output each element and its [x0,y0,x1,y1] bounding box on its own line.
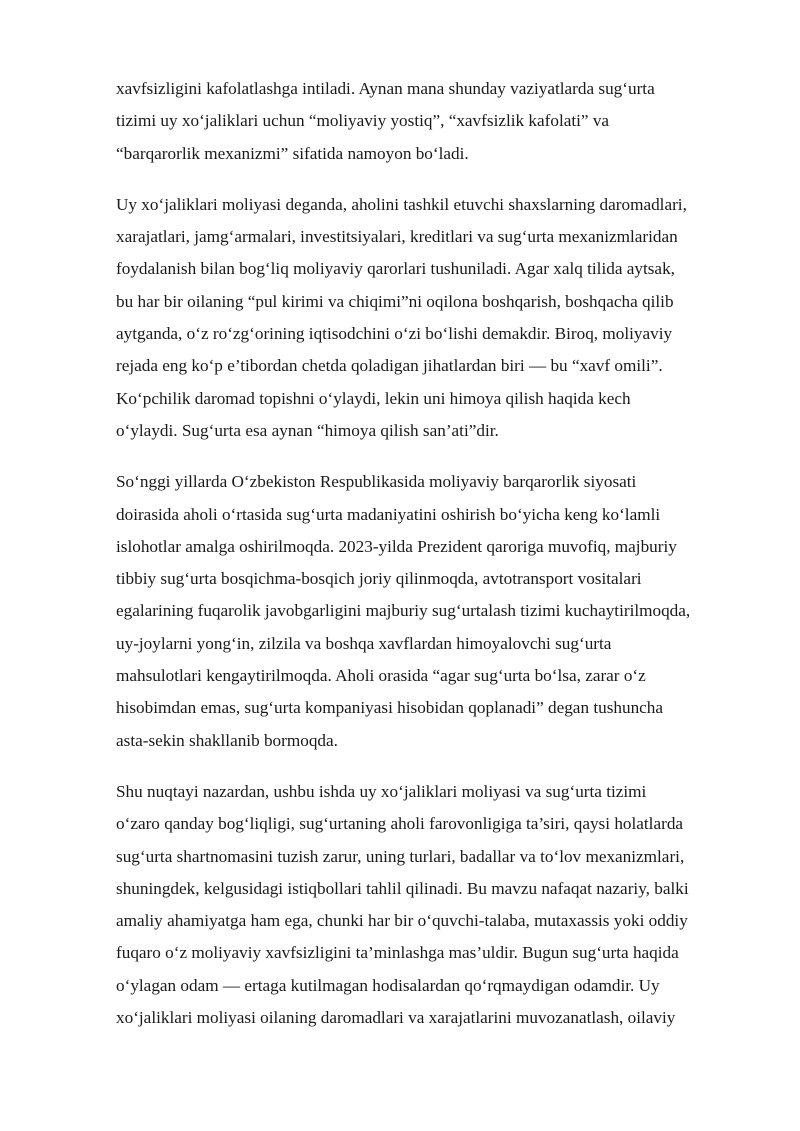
text-line: bu har bir oilaning “pul kirimi va chiqimi”ni oqilona boshqarish, boshqacha qilib [116,291,674,311]
text-line: aytganda, o‘z ro‘zg‘orining iqtisodchini o‘zi bo‘lishi demakdir. Biroq, moliyaviy [116,324,673,344]
text-line: doirasida aholi o‘rtasida sug‘urta madaniyatini oshirish bo‘yicha keng ko‘lamli [116,504,661,524]
text-line: xavfsizligini kafolatlashga intiladi. Aynan mana shunday vaziyatlarda sug‘urta [116,79,655,98]
text-line: Uy xo‘jaliklari moliyasi deganda, aholini tashkil etuvchi shaxslarning daromadlari, [116,194,687,214]
text-line: “barqarorlik mexanizmi” sifatida namoyon bo‘ladi. [116,143,469,163]
text-line: xarajatlari, jamg‘armalari, investitsiyalari, kreditlari va sug‘urta mexanizmlaridan [116,227,678,247]
paragraph-1 [116,73,736,170]
text-line: tibbiy sug‘urta bosqichma-bosqich joriy qilinmoqda, avtotransport vositalari [116,569,642,589]
paragraph-3 [116,466,736,757]
text-line: sug‘urta shartnomasini tuzish zarur, uning turlari, badallar va to‘lov mexanizmlari, [116,846,685,866]
text-line: foydalanish bilan bog‘liq moliyaviy qarorlari tushuniladi. Agar xalq tilida aytsak, [116,259,675,279]
text-line: o‘ylagan odam — ertaga kutilmagan hodisalardan qo‘rqmaydigan odamdir. Uy [116,975,660,995]
text-line: shuningdek, kelgusidagi istiqbollari tahlil qilinadi. Bu mavzu nafaqat nazariy, balki [116,878,689,898]
text-line: tizimi uy xo‘jaliklari uchun “moliyaviy yostiq”, “xavfsizlik kafolati” va [116,111,610,131]
text-line: mahsulotlari kengaytirilmoqda. Aholi orasida “agar sug‘urta bo‘lsa, zarar o‘z [116,666,646,686]
text-line: rejada eng ko‘p e’tibordan chetda qoladigan jihatlardan biri — bu “xavf omili”. [116,356,663,376]
text-line: egalarining fuqarolik javobgarligini majburiy sug‘urtalash tizimi kuchaytirilmoqda, [116,601,691,621]
text-line: Ko‘pchilik daromad topishni o‘ylaydi, lekin uni himoya qilish haqida kech [116,388,631,408]
text-line: amaliy ahamiyatga ham ega, chunki har bir o‘quvchi-talaba, mutaxassis yoki oddiy [116,911,688,931]
paragraph-2 [116,189,736,447]
text-line: So‘nggi yillarda O‘zbekiston Respublikasida moliyaviy barqarorlik siyosati [116,472,637,492]
text-line: islohotlar amalga oshirilmoqda. 2023-yilda Prezident qaroriga muvofiq, majburiy [116,536,677,556]
text-line: o‘ylaydi. Sug‘urta esa aynan “himoya qilish san’ati”dir. [116,420,499,440]
text-line: xo‘jaliklari moliyasi oilaning daromadlari va xarajatlarini muvozanatlash, oilaviy [116,1008,676,1028]
text-line: fuqaro o‘z moliyaviy xavfsizligini ta’minlashga mas’uldir. Bugun sug‘urta haqida [116,943,679,963]
text-line: Shu nuqtayi nazardan, ushbu ishda uy xo‘jaliklari moliyasi va sug‘urta tizimi [116,781,647,801]
text-line: asta-sekin shakllanib bormoqda. [116,730,338,750]
paragraph-4 [116,776,736,1034]
document-body [116,73,736,1053]
text-line: uy-joylarni yong‘in, zilzila va boshqa xavflardan himoyalovchi sug‘urta [116,633,612,653]
text-line: o‘zaro qanday bog‘liqligi, sug‘urtaning aholi farovonligiga ta’siri, qaysi holatlarda [116,814,684,834]
text-line: hisobimdan emas, sug‘urta kompaniyasi hisobidan qoplanadi” degan tushuncha [116,698,664,718]
